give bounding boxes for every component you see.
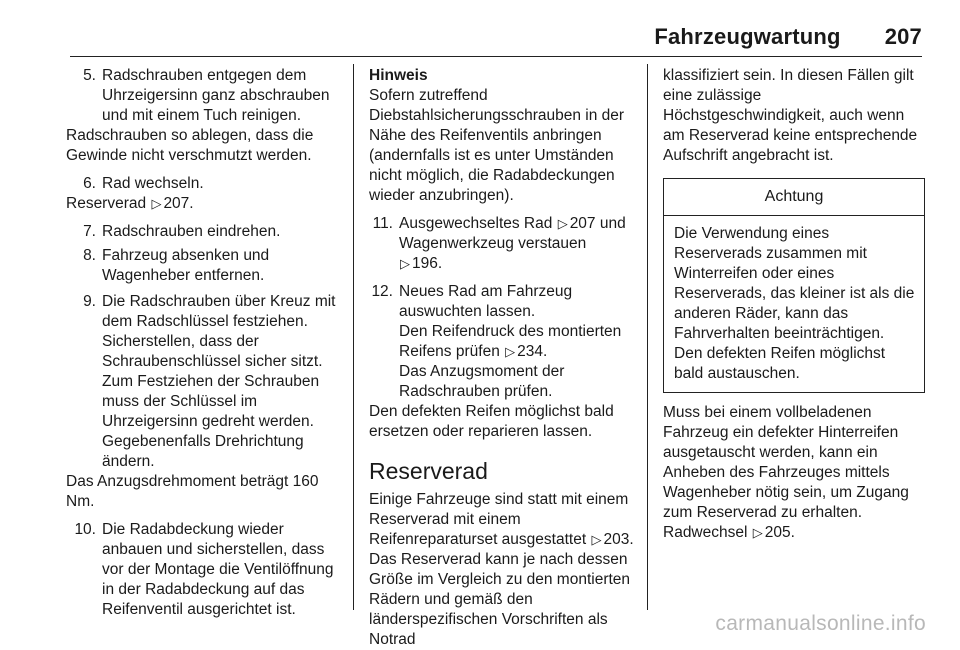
list-item-12-note-1: Den Reifendruck des montierten Reifens prüfen ▷ 234.	[399, 323, 622, 360]
list-item-5: 5. Radschrauben entgegen dem Uhrzeigersinn ganz abschrauben und mit einem Tuch reinigen.	[83, 67, 330, 124]
continued-paragraph: klassifiziert sein. In diesen Fällen gilt eine zulässige Höchstgeschwindigkeit, auch wenn am Reserverad keine entsprechende Aufschrift angebracht ist.	[663, 67, 918, 164]
page-header	[654, 24, 922, 50]
list-item-6: 6. Rad wechseln.	[83, 175, 204, 192]
list-item-12: 12. Neues Rad am Fahrzeug auswuchten lassen.	[371, 283, 573, 320]
page-reference[interactable]: 205.	[764, 524, 795, 541]
defect-text: Den defekten Reifen möglichst bald ersetzen oder reparieren lassen.	[369, 403, 614, 440]
list-item-11: 11. Ausgewechseltes Rad ▷ 207 und Wagenwerkzeug verstauen ▷ 196.	[372, 215, 626, 272]
list-item-6-note: Reserverad ▷ 207.	[66, 195, 194, 212]
arrow-right-icon: ▷	[505, 344, 516, 359]
list-item-5-note: Radschrauben so ablegen, dass die Gewinde nicht verschmutzt werden.	[66, 127, 314, 164]
warning-box	[663, 178, 925, 393]
page-reference[interactable]: 207 und Wagenwerkzeug verstauen	[399, 215, 626, 252]
arrow-right-icon: ▷	[151, 196, 162, 211]
column-divider-1	[353, 64, 354, 610]
page-reference[interactable]: 203.	[603, 531, 634, 548]
list-item-12-note-2: Das Anzugsmoment der Radschrauben prüfen.	[399, 363, 565, 400]
warning-title: Achtung	[664, 179, 924, 216]
column-3	[663, 66, 925, 543]
chapter-title: Fahrzeugwartung	[654, 24, 841, 49]
page-reference[interactable]: 207.	[163, 195, 194, 212]
spare-wheel-paragraph-1: Einige Fahrzeuge sind statt mit einem Reserverad mit einem Reifenreparaturset ausgestattet ▷ 203.	[369, 491, 634, 548]
page-number: 207	[884, 24, 922, 49]
warning-text: Die Verwendung eines Reserverads zusammen mit Winterreifen oder eines Reserverads, das kleiner ist als die anderen Räder, kann das Fahrverhalten beeinträchtigen. Den defekten Reifen möglichst bald austauschen.	[674, 225, 915, 382]
note-title: Hinweis	[369, 67, 428, 84]
arrow-right-icon: ▷	[752, 525, 763, 540]
page-reference[interactable]: 196.	[412, 255, 443, 272]
spare-wheel-paragraph-2: Das Reserverad kann je nach dessen Größe im Vergleich zu den montierten Rädern und gemäß den länderspezifischen Vorschriften als Notrad	[369, 551, 631, 648]
page-reference[interactable]: 234.	[517, 343, 548, 360]
column-divider-2	[647, 64, 648, 610]
arrow-right-icon: ▷	[400, 256, 410, 271]
wheel-change-reference: Radwechsel ▷ 205.	[663, 524, 795, 541]
column-1	[66, 66, 344, 620]
header-rule	[70, 56, 922, 57]
watermark: carmanualsonline.info	[715, 612, 926, 635]
list-item-10: 10. Die Radabdeckung wieder anbauen und sicherstellen, dass vor der Montage die Ventilöffnung in der Radabdeckung auf das Reifenventil ausgerichtet ist.	[74, 521, 334, 618]
section-title: Reserverad	[369, 458, 488, 484]
arrow-right-icon: ▷	[557, 216, 568, 231]
list-item-9-note: Das Anzugsdrehmoment beträgt 160 Nm.	[66, 473, 319, 510]
list-item-9: 9. Die Radschrauben über Kreuz mit dem Radschlüssel festziehen. Sicherstellen, dass der Schraubenschlüssel sicher sitzt. Zum Festziehen der Schrauben muss der Schlüssel im Uhrzeigersinn gedreht werden. Gegebenenfalls Drehrichtung ändern.	[83, 293, 336, 470]
column-2	[369, 66, 635, 650]
list-item-7: 7. Radschrauben eindrehen.	[83, 223, 281, 240]
list-item-8: 8. Fahrzeug absenken und Wagenheber entfernen.	[83, 247, 270, 284]
note-text: Sofern zutreffend Diebstahlsicherungsschrauben in der Nähe des Reifenventils anbringen (andernfalls ist es unter Umständen nicht möglich, die Radabdeckungen wieder anzubringen).	[369, 87, 625, 204]
load-paragraph: Muss bei einem vollbeladenen Fahrzeug ein defekter Hinterreifen ausgetauscht werden, kann ein Anheben des Fahrzeuges mittels Wagenheber nötig sein, um Zugang zum Reserverad zu erhalten.	[663, 404, 909, 521]
arrow-right-icon: ▷	[591, 532, 602, 547]
